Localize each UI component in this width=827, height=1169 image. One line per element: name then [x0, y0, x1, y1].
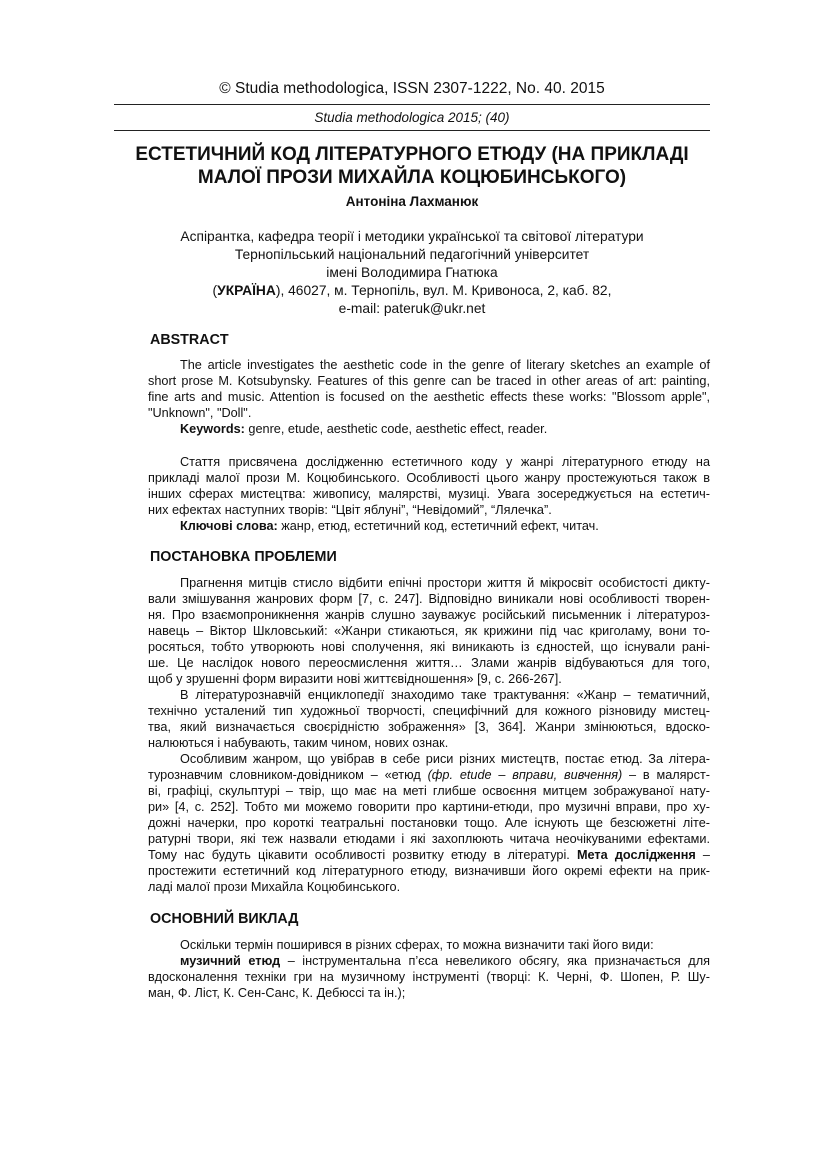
- term-music-etude: музичний етюд: [180, 954, 281, 968]
- text-line: росяться, тобто утворюють нові сполучення, які виникають із єдностей, що існували рані-: [148, 640, 710, 654]
- text-line: [148, 847, 710, 863]
- text-line: прикладі малої прози М. Коцюбинського. Особливості цього жанру простежуються також в: [148, 471, 710, 485]
- text-line: тва, який визначається своєрідністю зображення» [3, 364]. Жанри змінюються, вдоско-: [148, 720, 710, 734]
- text-run: – в малярст-: [622, 768, 710, 782]
- affiliation-address: [114, 282, 710, 300]
- text-line: вали змішування жанрових форм [7, с. 247]. Відповідно виникали нові особливості творен-: [148, 592, 710, 606]
- article-title: [114, 143, 710, 189]
- text-line: технічно усталений тип художньої творчості, специфічний для кожного різновиду мистец-: [148, 704, 710, 718]
- text-line: навець – Віктор Шкловський: «Жанри стикаються, як крижини під час криголаму, вони то-: [148, 624, 710, 638]
- italic-term: (фр. etude – вправи, вивчення): [427, 768, 623, 782]
- text-line: ри» [4, с. 252]. Тобто ми можемо говорити про картини-етюди, про музичні вправи, про ху-: [148, 800, 710, 814]
- affiliation-line: імені Володимира Гнатюка: [326, 265, 498, 280]
- research-goal-label: Мета дослідження: [576, 848, 696, 862]
- text-line: Особливим жанром, що увібрав в себе риси різних мистецтв, постає етюд. За літера-: [180, 752, 710, 766]
- text-line: них ефектах наступних творів: “Цвіт яблуні”, “Невідомий”, “Лялечка”.: [148, 503, 552, 517]
- abstract-heading: ABSTRACT: [150, 332, 229, 348]
- text-line: The article investigates the aesthetic code in the genre of literary sketches an example of: [180, 358, 710, 372]
- text-line: інших сферах мистецтва: живопису, малярстві, музиці. Увага зосереджується на естетич-: [148, 487, 710, 501]
- text-line: ня. Про взаємопроникнення жанрів слушно зауважує російський письменник і літературоз-: [148, 608, 710, 622]
- text-run: Тому нас будуть цікавити особливості розвитку етюду в літературі.: [148, 848, 577, 862]
- text-line: В літературознавчій енциклопедії знаходимо таке трактування: «Жанр – тематичний,: [180, 688, 710, 702]
- country: УКРАЇНА: [217, 283, 276, 298]
- text-line: Стаття присвячена дослідженню естетичного коду у жанрі літературного етюду на: [180, 455, 710, 469]
- problem-body: [148, 575, 710, 895]
- text-line: "Unknown", "Doll".: [148, 406, 252, 420]
- text-line: short prose M. Kotsubynsky. Features of this genre can be traced in other areas of art: painting,: [148, 374, 710, 388]
- text-line: щоб у зрушенні форм виразити нові життєвідношення» [9, с. 266-267].: [148, 672, 562, 686]
- journal-header: © Studia methodologica, ISSN 2307-1222, No. 40. 2015: [219, 80, 605, 97]
- keywords-text: genre, etude, aesthetic code, aesthetic effect, reader.: [244, 422, 548, 436]
- title-line-2: МАЛОЇ ПРОЗИ МИХАЙЛА КОЦЮБИНСЬКОГО): [197, 167, 627, 188]
- address-text: ), 46027, м. Тернопіль, вул. М. Кривоноса, 2, каб. 82,: [275, 283, 612, 298]
- text-line: ман, Ф. Ліст, К. Сен-Санс, К. Дебюссі та ін.);: [148, 986, 406, 1000]
- issue-line: Studia methodologica 2015; (40): [314, 110, 510, 125]
- text-line: ладі малої прози Михайла Коцюбинського.: [148, 880, 401, 894]
- text-line: простежити естетичний код літературного етюду, визначивши його окремі ефекти на прик-: [148, 864, 710, 878]
- main-body: [148, 937, 710, 1001]
- text-run: – інструментальна п’єса невеликого обсягу, яка призначається для: [280, 954, 710, 968]
- problem-heading: ПОСТАНОВКА ПРОБЛЕМИ: [150, 549, 337, 565]
- header-rule-top: [114, 104, 710, 105]
- affiliation-line: Тернопільський національний педагогічний університет: [234, 247, 590, 262]
- affiliation-line: Аспірантка, кафедра теорії і методики української та світової літератури: [180, 229, 644, 244]
- text-line: Прагнення митців стисло відбити епічні простори життя й мікросвіт особистості дикту-: [180, 576, 710, 590]
- keywords-label: Keywords:: [180, 422, 245, 436]
- title-line-1: ЕСТЕТИЧНИЙ КОД ЛІТЕРАТУРНОГО ЕТЮДУ (НА ПРИКЛАДІ: [135, 144, 689, 165]
- text-line: вдосконалення техніки гри на музичному інструменті (творці: К. Черні, Ф. Шопен, Р. Шу-: [148, 970, 710, 984]
- text-line: ратурні твори, які теж назвали етюдами і які захоплюють читача неочікуваними ефектами.: [148, 832, 710, 846]
- main-heading: ОСНОВНИЙ ВИКЛАД: [150, 911, 299, 927]
- header-rule-bottom: [114, 130, 710, 131]
- text-line: Оскільки термін поширився в різних сферах, то можна визначити такі його види:: [180, 938, 654, 952]
- author-email: e-mail: pateruk@ukr.net: [338, 301, 486, 316]
- annotation-body: [148, 454, 710, 534]
- text-run: –: [695, 848, 710, 862]
- keywords-text: жанр, етюд, естетичний код, естетичний ефект, читач.: [277, 519, 599, 533]
- text-line: fine arts and music. Attention is focused on the aesthetic effects these works: "Blossom apple",: [148, 390, 710, 404]
- text-line: ше. Це наслідок нового переосмислення життя… Злами жанрів відбуваються для того,: [148, 656, 710, 670]
- author-affiliation: [114, 228, 710, 318]
- abstract-body: [148, 357, 710, 437]
- keywords-line: [148, 421, 710, 437]
- text-line: ві, графіці, скульптурі – твір, що має на меті глибше освоєння митцем зображуваної нату-: [148, 784, 710, 798]
- text-line: [148, 953, 710, 969]
- address-paren: (: [212, 283, 218, 298]
- text-line: налюються і набувають, таким чином, нових ознак.: [148, 736, 449, 750]
- author-name: Антоніна Лахманюк: [345, 194, 479, 209]
- text-line: [148, 767, 710, 783]
- keywords-line: [148, 518, 710, 534]
- text-run: турознавчим словником-довідником – «етюд: [148, 768, 428, 782]
- text-line: дожні начерки, про короткі театральні постановки тощо. Але існують ще безсюжетні літе-: [148, 816, 710, 830]
- keywords-label: Ключові слова:: [180, 519, 278, 533]
